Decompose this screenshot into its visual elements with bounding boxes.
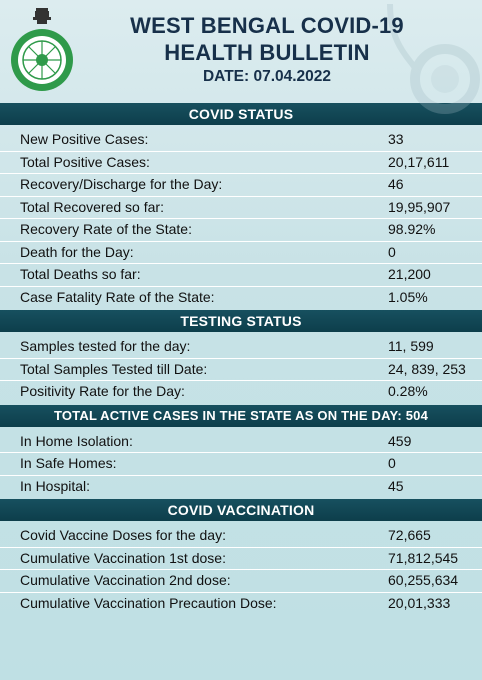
title-line-1: WEST BENGAL COVID-19 [130,13,404,38]
covid-status-section [0,125,482,310]
row-value: 459 [388,432,412,449]
table-row [0,174,482,197]
row-value: 33 [388,131,404,147]
covid-status-heading: COVID STATUS [0,103,482,125]
table-row [0,152,482,175]
row-label: Cumulative Vaccination 1st dose: [20,549,226,566]
row-label: Total Deaths so far: [20,266,141,282]
row-value: 0.28% [388,383,428,399]
row-label: Death for the Day: [20,243,134,260]
row-label: Recovery/Discharge for the Day: [20,176,223,192]
row-value: 24, 839, 253 [388,360,466,377]
table-row [0,129,482,152]
vaccination-heading: COVID VACCINATION [0,499,482,521]
row-value: 72,665 [388,527,431,543]
row-label: Cumulative Vaccination 2nd dose: [20,572,231,588]
row-value: 45 [388,477,404,494]
row-label: Positivity Rate for the Day: [20,383,185,399]
row-value: 19,95,907 [388,198,451,215]
row-label: Total Positive Cases: [20,153,150,170]
testing-status-section [0,332,482,405]
row-label: In Hospital: [20,477,91,494]
row-value: 0 [388,243,396,260]
bulletin-title [92,12,442,66]
table-row [0,476,482,498]
table-row [0,359,482,382]
bulletin-header [0,0,482,103]
row-value: 0 [388,455,396,471]
table-row [0,525,482,548]
west-bengal-emblem-icon [8,8,76,94]
row-value: 1.05% [388,288,428,305]
row-label: Cumulative Vaccination Precaution Dose: [20,594,277,611]
row-value: 98.92% [388,221,436,237]
active-cases-section [0,427,482,500]
vaccination-section [0,521,482,616]
table-row [0,570,482,593]
row-value: 21,200 [388,266,431,282]
bulletin-date: DATE: 07.04.2022 [202,68,332,85]
table-row [0,197,482,220]
table-row [0,336,482,359]
row-label: Total Samples Tested till Date: [20,360,208,377]
testing-status-heading: TESTING STATUS [0,310,482,332]
row-label: In Home Isolation: [20,432,133,449]
row-value: 20,01,333 [388,594,451,611]
title-line-2: HEALTH BULLETIN [164,40,370,65]
active-cases-heading: TOTAL ACTIVE CASES IN THE STATE AS ON THE DAY: 504 [0,405,482,427]
row-label: Covid Vaccine Doses for the day: [20,527,226,543]
row-label: Case Fatality Rate of the State: [20,288,215,305]
row-label: Total Recovered so far: [20,198,164,215]
table-row [0,593,482,615]
table-row [0,264,482,287]
row-value: 20,17,611 [388,153,450,170]
row-value: 46 [388,176,404,192]
row-value: 71,812,545 [388,549,459,566]
row-label: Recovery Rate of the State: [20,221,192,237]
row-value: 11, 599 [388,338,434,354]
row-value: 60,255,634 [388,572,459,588]
row-label: New Positive Cases: [20,131,149,147]
row-label: In Safe Homes: [20,455,117,471]
table-row [0,219,482,242]
table-row [0,548,482,571]
row-label: Samples tested for the day: [20,338,191,354]
table-row [0,453,482,476]
table-row [0,242,482,265]
table-row [0,431,482,454]
table-row [0,381,482,403]
table-row [0,287,482,309]
